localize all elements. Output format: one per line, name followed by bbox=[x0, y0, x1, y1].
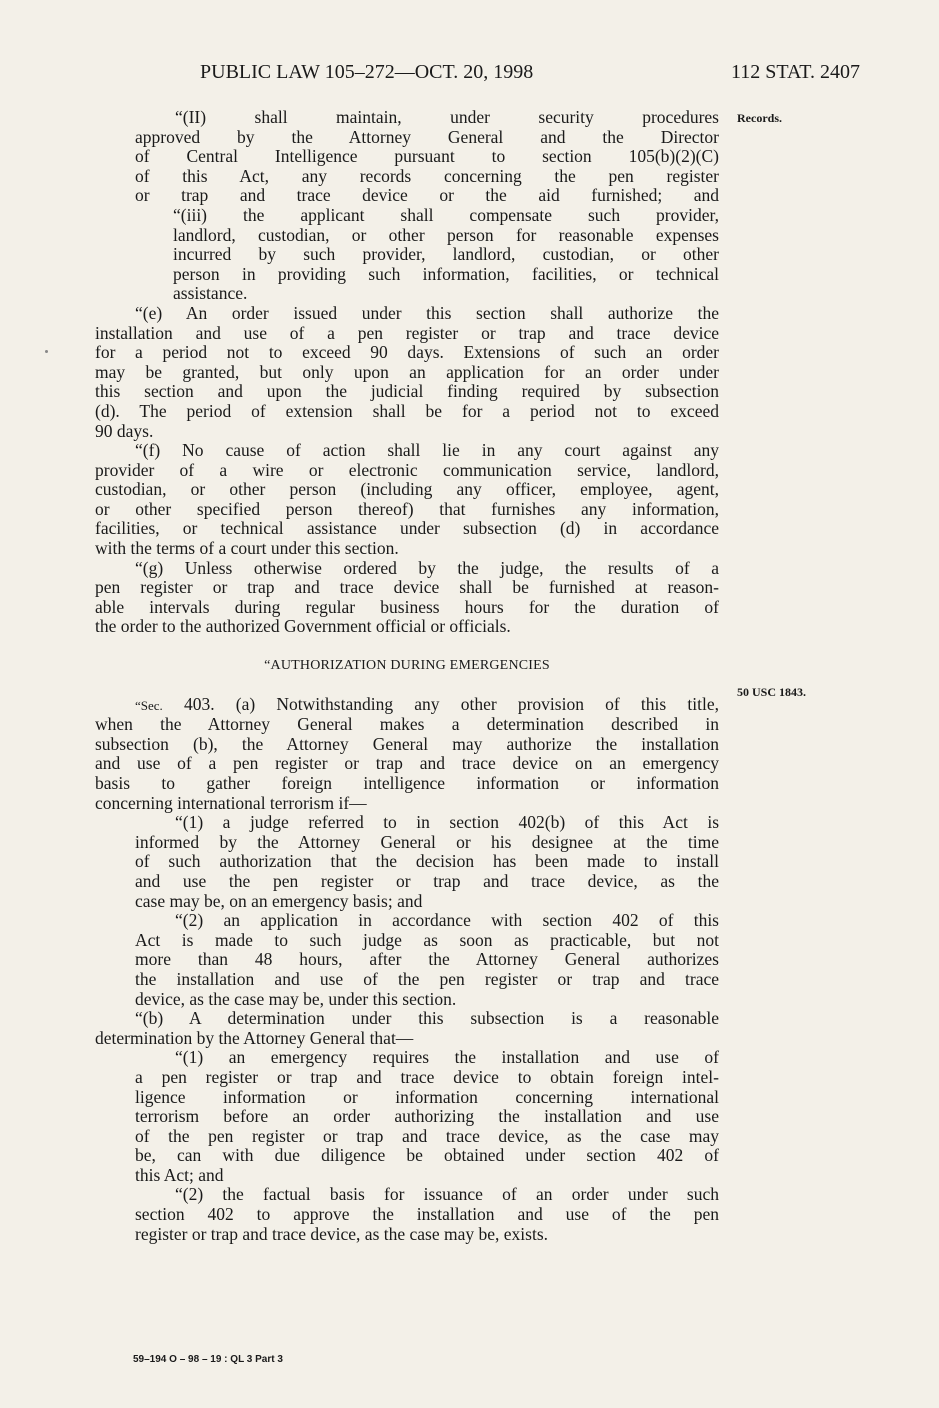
text-line: or trap and trace device or the aid furnished; and bbox=[135, 185, 719, 206]
paragraph-f-no-cause-of-action bbox=[95, 441, 719, 559]
paragraph-a-2-application bbox=[95, 911, 719, 1009]
text-line: custodian, or other person (including any officer, employee, agent, bbox=[95, 479, 719, 500]
text-line: device, as the case may be, under this section. bbox=[135, 988, 457, 1009]
law-text-body bbox=[95, 108, 719, 1244]
running-header bbox=[200, 58, 860, 86]
paragraph-a-1-judge-informed bbox=[95, 813, 719, 911]
text-line: Act is made to such judge as soon as practicable, but not bbox=[135, 929, 719, 950]
margin-note-records: Records. bbox=[737, 111, 782, 125]
text-line: “(2) an application in accordance with section 402 of this bbox=[175, 910, 719, 931]
text-line: “(e) An order issued under this section shall authorize the bbox=[135, 302, 719, 323]
header-title: PUBLIC LAW 105–272—OCT. 20, 1998 bbox=[200, 61, 534, 83]
paragraph-iii-continued bbox=[95, 226, 719, 304]
text-line: (d). The period of extension shall be for a period not to exceed bbox=[95, 400, 719, 421]
text-line: terrorism before an order authorizing the installation and use bbox=[135, 1106, 719, 1127]
text-line: the order to the authorized Government official or officials. bbox=[95, 616, 511, 637]
paragraph-b-1-emergency bbox=[95, 1048, 719, 1185]
text-line: provider of a wire or electronic communication service, landlord, bbox=[95, 459, 719, 480]
text-line: when the Attorney General makes a determination described in bbox=[95, 714, 719, 735]
text-line: incurred by such provider, landlord, custodian, or other bbox=[173, 244, 719, 265]
paragraph-e-order-period bbox=[95, 304, 719, 441]
text-line-rest: 403. (a) Notwithstanding any other provision of this title, bbox=[162, 693, 719, 714]
text-line: of such authorization that the decision has been made to install bbox=[135, 851, 719, 872]
text-line: “(g) Unless otherwise ordered by the judge, the results of a bbox=[135, 557, 719, 578]
text-line: and use of a pen register or trap and trace device on an emergency bbox=[95, 753, 719, 774]
paragraph-b-2-factual-basis bbox=[95, 1185, 719, 1244]
margin-note-usc: 50 USC 1843. bbox=[737, 685, 807, 699]
text-line: or other specified person thereof) that furnishes any information, bbox=[95, 498, 719, 519]
paragraph-b-determination bbox=[95, 1009, 719, 1048]
text-line: determination by the Attorney General that— bbox=[95, 1027, 414, 1048]
text-line: be, can with due diligence be obtained under section 402 of bbox=[135, 1145, 719, 1166]
scan-speck bbox=[45, 350, 48, 353]
text-line: “(1) an emergency requires the installation and use of bbox=[175, 1047, 719, 1068]
text-line: more than 48 hours, after the Attorney General authorizes bbox=[135, 949, 719, 970]
text-line: with the terms of a court under this section. bbox=[95, 538, 399, 559]
text-line: able intervals during regular business hours for the duration of bbox=[95, 596, 719, 617]
text-line: may be granted, but only upon an application for an order under bbox=[95, 361, 719, 382]
text-line: section 402 to approve the installation and use of the pen bbox=[135, 1204, 719, 1225]
text-line: “(iii) the applicant shall compensate such provider, bbox=[173, 204, 719, 225]
header-stat-page: 112 STAT. 2407 bbox=[731, 61, 860, 83]
text-line: this Act; and bbox=[135, 1164, 224, 1185]
text-line: and use the pen register or trap and trace device, as the bbox=[135, 870, 719, 891]
text-line: register or trap and trace device, as the case may be, exists. bbox=[135, 1223, 549, 1244]
text-line: this section and upon the judicial finding required by subsection bbox=[95, 381, 719, 402]
text-line: informed by the Attorney General or his designee at the time bbox=[135, 831, 719, 852]
text-line: “(f) No cause of action shall lie in any court against any bbox=[135, 440, 719, 461]
text-line: landlord, custodian, or other person for reasonable expenses bbox=[173, 224, 719, 245]
paragraph-ii-maintain-records bbox=[95, 108, 719, 206]
text-line: ligence information or information concerning international bbox=[135, 1086, 719, 1107]
paragraph-g-results-furnished bbox=[95, 559, 719, 637]
paragraph-iii-compensate bbox=[95, 206, 719, 226]
text-line: subsection (b), the Attorney General may authorize the installation bbox=[95, 733, 719, 754]
text-line: the installation and use of the pen register or trap and trace bbox=[135, 968, 719, 989]
text-line: of Central Intelligence pursuant to section 105(b)(2)(C) bbox=[135, 146, 719, 167]
text-line: “(1) a judge referred to in section 402(b) of this Act is bbox=[175, 812, 719, 833]
text-line: case may be, on an emergency basis; and bbox=[135, 890, 423, 911]
section-heading: “AUTHORIZATION DURING EMERGENCIES bbox=[264, 658, 550, 674]
text-line: of the pen register or trap and trace device, as the case may bbox=[135, 1125, 719, 1146]
print-job-footer: 59–194 O – 98 – 19 : QL 3 Part 3 bbox=[133, 1354, 283, 1365]
text-line: “(II) shall maintain, under security procedures bbox=[175, 107, 719, 127]
text-line: assistance. bbox=[173, 283, 248, 304]
section-label: “Sec. bbox=[135, 697, 163, 713]
paragraph-sec-403-a bbox=[95, 695, 719, 814]
text-line: facilities, or technical assistance under subsection (d) in accordance bbox=[95, 518, 719, 539]
text-line: “(2) the factual basis for issuance of an order under such bbox=[175, 1184, 719, 1205]
text-line: for a period not to exceed 90 days. Extensions of such an order bbox=[95, 342, 719, 363]
text-line: of this Act, any records concerning the pen register bbox=[135, 165, 719, 186]
text-line: installation and use of a pen register or trap and trace device bbox=[95, 322, 719, 343]
text-line: approved by the Attorney General and the Director bbox=[135, 126, 719, 147]
text-line bbox=[95, 695, 719, 716]
text-line: concerning international terrorism if— bbox=[95, 792, 367, 813]
text-line: person in providing such information, facilities, or technical bbox=[173, 263, 719, 284]
text-line: “(b) A determination under this subsection is a reasonable bbox=[135, 1008, 719, 1029]
text-line: a pen register or trap and trace device to obtain foreign intel- bbox=[135, 1066, 719, 1087]
text-line: basis to gather foreign intelligence information or information bbox=[95, 773, 719, 793]
text-line: 90 days. bbox=[95, 420, 154, 441]
text-line: pen register or trap and trace device shall be furnished at reason- bbox=[95, 577, 719, 598]
